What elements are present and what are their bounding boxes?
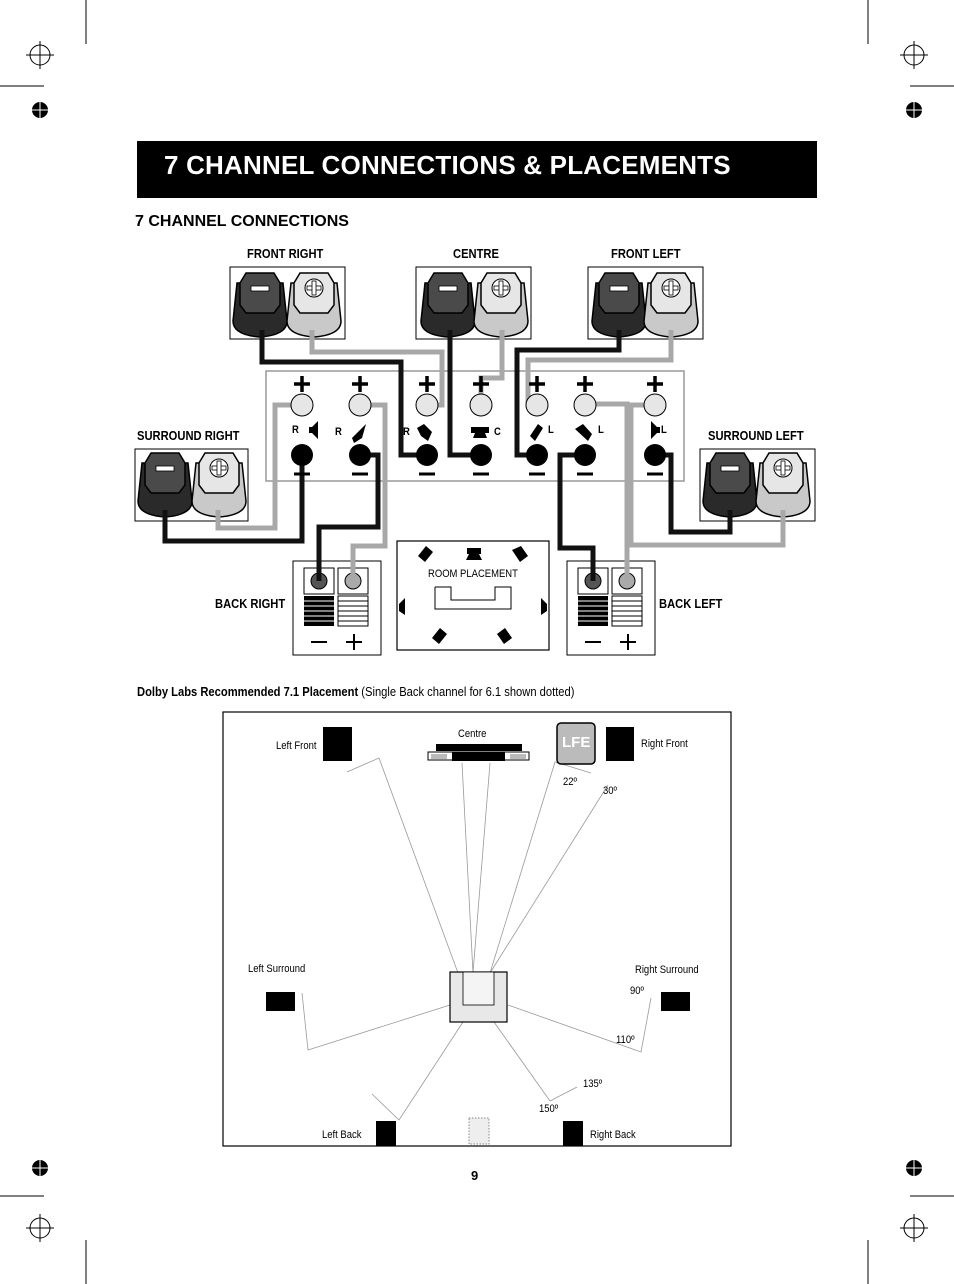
label-lfe: LFE xyxy=(562,734,591,751)
back-right-terminal xyxy=(293,561,381,655)
angle-label: 22º xyxy=(563,776,577,788)
angle-label: 135º xyxy=(583,1078,603,1090)
label-centre: CENTRE xyxy=(453,246,499,261)
placement-caption: Dolby Labs Recommended 7.1 Placement (Single Back channel for 6.1 shown dotted) xyxy=(137,684,575,699)
label-centre-speaker: Centre xyxy=(458,728,487,740)
left-front-speaker xyxy=(323,727,352,761)
label-back-left: BACK LEFT xyxy=(659,596,723,611)
receiver-terminal-panel xyxy=(266,371,684,481)
label-left-front: Left Front xyxy=(276,740,317,752)
terminal-letter: L xyxy=(548,424,554,436)
front-right-terminal xyxy=(230,267,345,339)
angle-label: 30º xyxy=(603,785,617,797)
back-left-terminal xyxy=(567,561,655,655)
right-surround-speaker xyxy=(661,992,690,1011)
placement-diagram xyxy=(223,712,731,1146)
label-back-right: BACK RIGHT xyxy=(215,596,286,611)
terminal-letter: R xyxy=(335,426,342,438)
terminal-letter: L xyxy=(598,424,604,436)
terminal-letter: C xyxy=(494,426,501,438)
left-surround-speaker xyxy=(266,992,295,1011)
centre-terminal xyxy=(416,267,531,339)
room-placement-label: ROOM PLACEMENT xyxy=(428,568,518,580)
terminal-letter: R xyxy=(292,424,299,436)
label-surround-right: SURROUND RIGHT xyxy=(137,428,240,443)
label-front-left: FRONT LEFT xyxy=(611,246,681,261)
angle-label: 150º xyxy=(539,1103,559,1115)
left-back-speaker xyxy=(376,1121,396,1146)
single-back-speaker-dotted xyxy=(469,1118,489,1144)
right-front-speaker xyxy=(606,727,634,761)
angle-label: 90º xyxy=(630,985,644,997)
terminal-letter: L xyxy=(661,424,667,436)
terminal-letter: R xyxy=(403,426,410,438)
label-left-back: Left Back xyxy=(322,1129,362,1141)
label-left-surround: Left Surround xyxy=(248,963,306,975)
surround-left-terminal xyxy=(700,449,815,521)
label-right-front: Right Front xyxy=(641,738,688,750)
label-right-surround: Right Surround xyxy=(635,964,699,976)
section-title-connections: 7 CHANNEL CONNECTIONS xyxy=(135,213,349,230)
front-left-terminal xyxy=(588,267,703,339)
room-placement-diagram xyxy=(397,541,549,650)
page-number: 9 xyxy=(471,1168,479,1183)
surround-right-terminal xyxy=(135,449,248,521)
label-surround-left: SURROUND LEFT xyxy=(708,428,804,443)
right-back-speaker xyxy=(563,1121,583,1146)
page-title: 7 CHANNEL CONNECTIONS & PLACEMENTS xyxy=(164,150,731,180)
label-right-back: Right Back xyxy=(590,1129,636,1141)
label-front-right: FRONT RIGHT xyxy=(247,246,324,261)
angle-label: 110º xyxy=(616,1034,635,1046)
